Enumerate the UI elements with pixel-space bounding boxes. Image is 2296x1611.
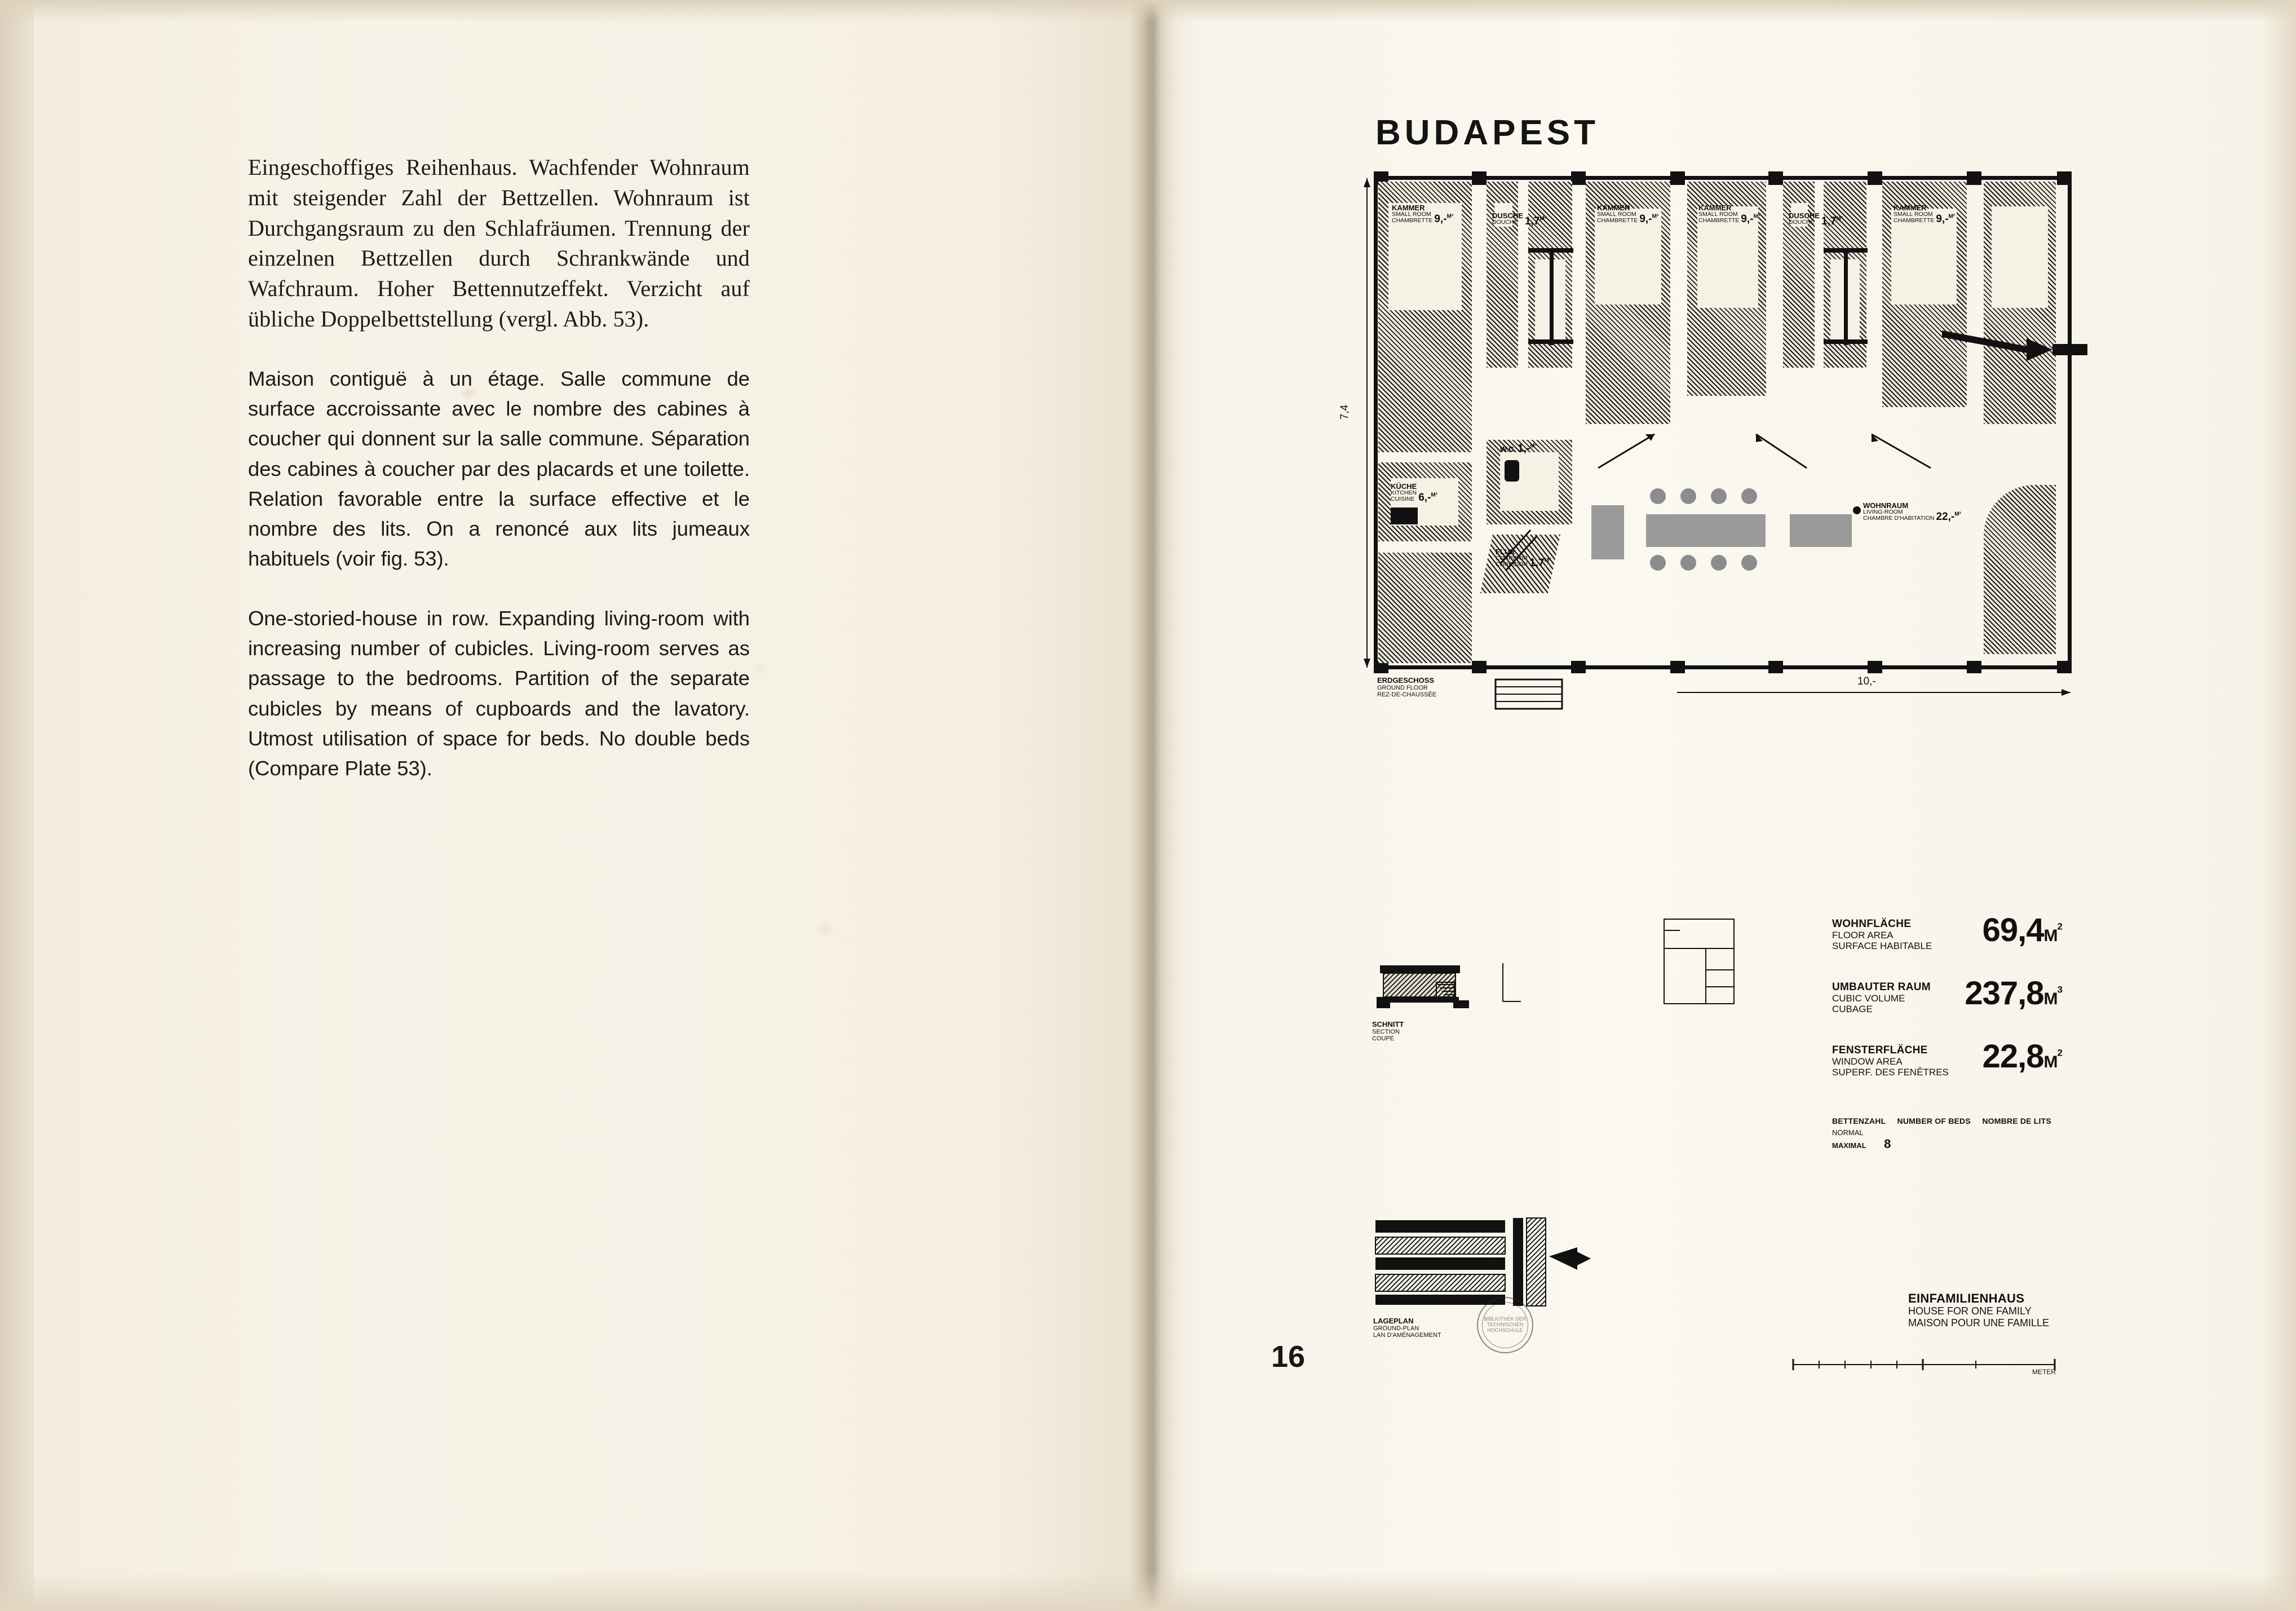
caption-de: LAGEPLAN xyxy=(1373,1317,1414,1325)
fact-value-cubic-volume: $237,8M^3$ xyxy=(1965,975,2062,1012)
plate-title: BUDAPEST xyxy=(1375,113,1600,152)
room-label-wc xyxy=(1500,442,1537,454)
fact-value-window-area: $22,8M^2$ xyxy=(1982,1038,2062,1075)
room-label-de: DUSCHE xyxy=(1492,211,1523,220)
scale-bar xyxy=(1790,1353,2072,1376)
ground-floor-plan xyxy=(1339,169,2089,710)
paper-edge-top xyxy=(0,0,2296,23)
paper-edge-right xyxy=(2262,0,2296,1611)
fact-label-fr: SUPERF. DES FENÊTRES xyxy=(1832,1067,1949,1078)
caption-de: SCHNITT xyxy=(1372,1020,1404,1029)
beds-header xyxy=(1832,1116,2051,1126)
caption-en: GROUND-PLAN xyxy=(1373,1325,1419,1332)
beds-label-en: NUMBER OF BEDS xyxy=(1897,1116,1971,1126)
room-area-kammer-3: 9,-$^{M^2}$ xyxy=(1741,213,1760,226)
room-label-dusche-1 xyxy=(1492,211,1546,227)
room-label-flur xyxy=(1496,548,1551,570)
room-label-fr: CHAMBRETTE xyxy=(1597,217,1638,224)
room-label-dusche-2 xyxy=(1789,211,1843,227)
small-key-plan-svg xyxy=(1657,913,1742,1015)
site-plan-caption xyxy=(1373,1317,1441,1339)
beds-maximal-label: MAXIMAL xyxy=(1832,1141,1866,1150)
house-type-caption xyxy=(1908,1291,2049,1329)
scale-unit-label: METER xyxy=(2032,1368,2056,1376)
fact-floor-area xyxy=(1832,913,2074,977)
room-label-de: FLUR xyxy=(1496,548,1515,556)
room-label-fr: CHAMBRE D'HABITATION xyxy=(1863,514,1935,522)
caption-fr: REZ-DE-CHAUSSÉE xyxy=(1377,691,1437,699)
library-stamp xyxy=(1477,1297,1533,1353)
paper-edge-bottom xyxy=(0,1572,2296,1611)
room-area-kammer-4: 9,-$^{M^2}$ xyxy=(1936,213,1956,226)
room-label-de: W.C. xyxy=(1500,445,1516,453)
room-label-fr: CHAMBRETTE xyxy=(1392,217,1433,224)
fact-window-area xyxy=(1832,1040,2074,1103)
room-label-de: KÜCHE xyxy=(1391,482,1417,491)
room-area-flur: $1,7^{M^2}$ xyxy=(1529,557,1551,570)
beds-maximal-value: 8 xyxy=(1884,1137,1891,1151)
caption-en: SECTION xyxy=(1372,1029,1400,1036)
view-direction-arrow xyxy=(1942,327,2089,372)
fact-label-fr: SURFACE HABITABLE xyxy=(1832,941,1932,952)
room-label-fr: CHAMBRETTE xyxy=(1894,217,1935,224)
paragraph-french: Maison contiguë à un étage. Salle commune de surface accroissante avec le nombre des cabines à coucher qui donnent sur la salle commune. Séparation des cabines à coucher par des placards et une toilette. Relation favorable entre la surface effective et le nombre des lits. On a renoncé aux lits jumeaux habituels (voir fig. 53). xyxy=(248,367,750,571)
beds-block xyxy=(1832,1116,2051,1151)
room-area-kammer-2: 9,-$^{M^2}$ xyxy=(1639,213,1659,226)
page-number: 16 xyxy=(1271,1340,1306,1374)
room-label-fr: CUISINE xyxy=(1391,495,1415,502)
fact-label-en: WINDOW AREA xyxy=(1832,1056,1903,1067)
room-label-en: CORRIDOR xyxy=(1496,555,1528,562)
caption-fr: MAISON POUR UNE FAMILLE xyxy=(1908,1317,2050,1328)
room-label-en: SMALL ROOM xyxy=(1392,211,1431,218)
fact-label-en: FLOOR AREA xyxy=(1832,930,1894,941)
book-gutter xyxy=(1131,0,1176,1611)
room-area-kueche: 6,-$^{M^2}$ xyxy=(1418,492,1438,504)
room-label-kammer-3 xyxy=(1698,204,1760,226)
room-label-fr: DOUCHE xyxy=(1492,219,1518,226)
fact-labels xyxy=(1832,1044,1949,1078)
room-area-dusche-2: $1,7^{M^2}$ xyxy=(1821,215,1843,227)
caption-en: HOUSE FOR ONE FAMILY xyxy=(1908,1305,2032,1317)
floor-plan-caption xyxy=(1377,677,1436,698)
room-label-de: KAMMER xyxy=(1597,204,1630,212)
room-label-wohnraum xyxy=(1863,501,1961,523)
paragraph-english: One-storied-house in row. Expanding living-room with increasing number of cubicles. Living-room serves as passage to the bedrooms. Partition of the separate cubicles by means of cupboards and the lavatory. Utmost utilisation of space for beds. No double beds (Compare Plate 53). xyxy=(248,606,750,780)
facts-block xyxy=(1832,913,2074,1103)
text-column xyxy=(248,152,750,783)
room-label-en: KITCHEN xyxy=(1391,489,1417,497)
room-label-fr: CHAMBRETTE xyxy=(1698,217,1740,224)
room-label-kammer-4 xyxy=(1894,204,1956,226)
scale-bar-svg xyxy=(1790,1353,2072,1376)
label-dot xyxy=(1853,506,1861,514)
room-label-kammer-2 xyxy=(1597,204,1659,226)
room-label-kueche xyxy=(1391,482,1438,504)
fact-label-en: CUBIC VOLUME xyxy=(1832,993,1905,1004)
caption-de: ERDGESCHOSS xyxy=(1377,676,1435,685)
beds-normal-row xyxy=(1832,1128,2051,1137)
fact-label-de: WOHNFLÄCHE xyxy=(1832,918,1912,930)
room-label-de: KAMMER xyxy=(1698,204,1732,212)
fact-label-fr: CUBAGE xyxy=(1832,1004,1873,1015)
fact-labels xyxy=(1832,981,1931,1014)
caption-fr: COUPE xyxy=(1372,1035,1395,1043)
dimension-vertical: 7,4 xyxy=(1339,404,1351,420)
fact-value-floor-area: $69,4M^2$ xyxy=(1982,912,2062,948)
beds-normal-label: NORMAL xyxy=(1832,1128,1864,1137)
fact-label-de: FENSTERFLÄCHE xyxy=(1832,1044,1928,1056)
fact-cubic-volume xyxy=(1832,977,2074,1040)
small-key-plan xyxy=(1657,913,1742,1015)
room-area-kammer-1: 9,-$^{M^2}$ xyxy=(1434,213,1454,226)
room-label-de: KAMMER xyxy=(1894,204,1927,212)
room-area-dusche-1: $1,7^{M^2}$ xyxy=(1524,215,1546,227)
caption-de: EINFAMILIENHAUS xyxy=(1908,1291,2025,1305)
room-label-de: KAMMER xyxy=(1392,204,1425,212)
beds-maximal-row xyxy=(1832,1137,2051,1151)
leader-lines xyxy=(1361,169,2089,710)
dimension-horizontal: 10,- xyxy=(1857,676,1876,687)
room-label-en: LIVING-ROOM xyxy=(1863,509,1903,516)
section-drawing xyxy=(1370,930,1550,1054)
room-label-de: WOHNRAUM xyxy=(1863,501,1909,510)
room-label-kammer-1 xyxy=(1392,204,1454,226)
paper-foxing-spot xyxy=(755,665,766,672)
beds-label-de: BETTENZAHL xyxy=(1832,1116,1886,1126)
room-label-fr: CORRIDOR xyxy=(1496,560,1528,568)
room-label-en: SMALL ROOM xyxy=(1894,211,1933,218)
library-stamp-text: BIBLIOTHEK DER TECHNISCHEN HOCHSCHULE xyxy=(1482,1302,1528,1348)
room-label-de: DUSCHE xyxy=(1789,211,1820,220)
fact-labels xyxy=(1832,918,1932,951)
room-label-en: SMALL ROOM xyxy=(1698,211,1738,218)
room-area-wc: 1,-$^{M^2}$ xyxy=(1518,442,1537,454)
section-caption xyxy=(1372,1021,1404,1042)
caption-fr: LAN D'AMÉNAGEMENT xyxy=(1373,1332,1441,1339)
beds-label-fr: NOMBRE DE LITS xyxy=(1982,1116,2051,1126)
room-label-fr: DOUCHE xyxy=(1789,219,1815,226)
fact-label-de: UMBAUTER RAUM xyxy=(1832,981,1931,993)
paper-foxing-spot xyxy=(817,925,832,934)
paragraph-german: Eingeschoffiges Reihenhaus. Wachfender Wohnraum mit steigender Zahl der Bettzellen. Wohnraum ist Durchgangsraum zu den Schlafräumen. Trennung der einzelnen Bettzellen durch Schrankwände und Wafchraum. Hoher Bettennutzeffekt. Verzicht auf übliche Doppelbettstellung (vergl. Abb. 53). xyxy=(248,155,750,332)
room-area-wohnraum: 22,-$^{M^2}$ xyxy=(1936,511,1961,523)
room-label-en: SMALL ROOM xyxy=(1597,211,1636,218)
caption-en: GROUND FLOOR xyxy=(1377,685,1428,692)
